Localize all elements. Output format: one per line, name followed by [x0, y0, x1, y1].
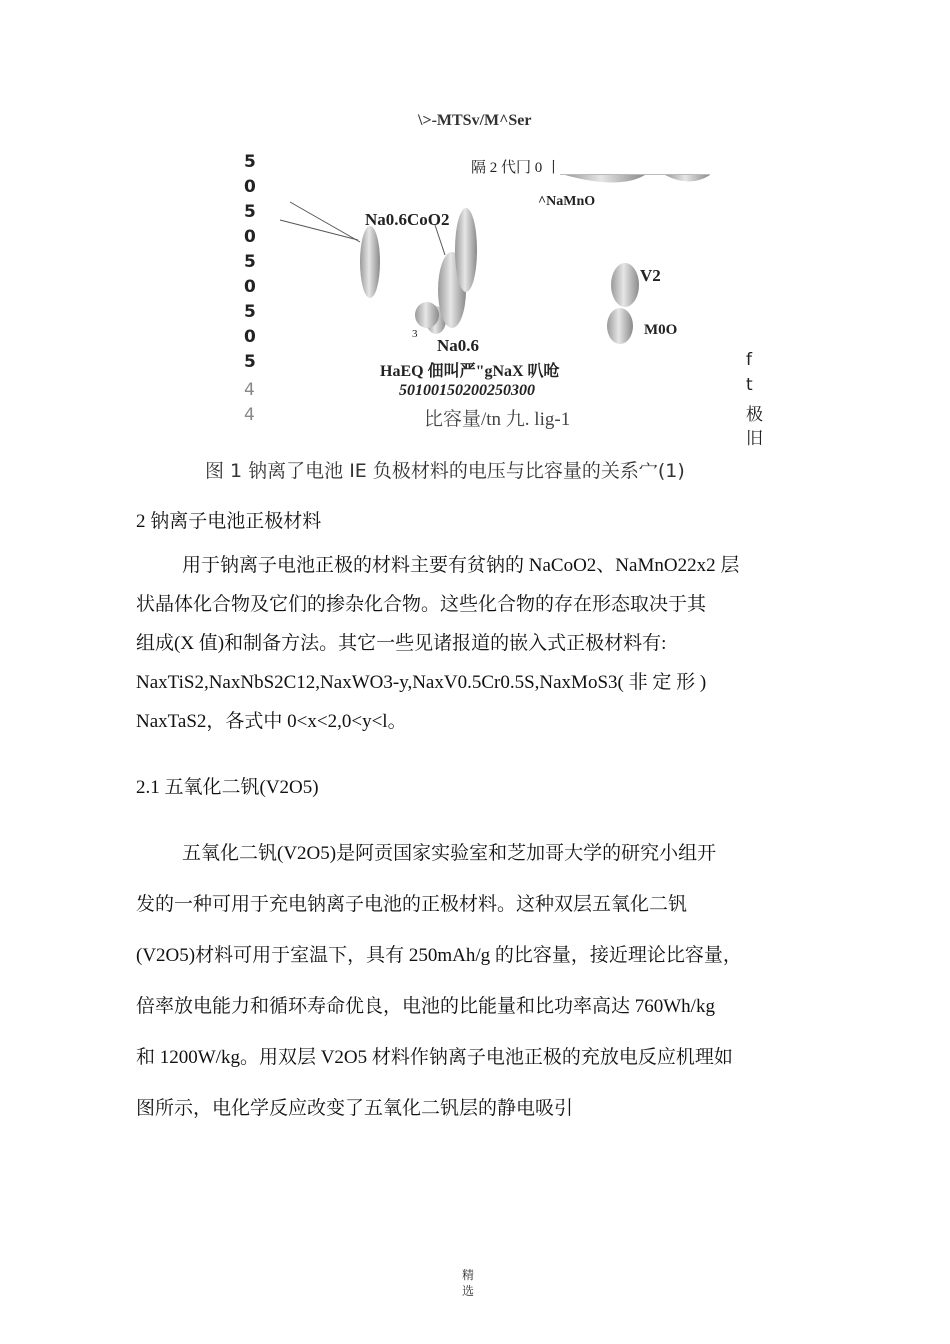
- label-top: 隔 2 代冂 0 丨: [471, 160, 562, 176]
- paragraph-line: 用于钠离子电池正极的材料主要有贫钠的 NaCoO2、NaMnO22x2 层: [182, 555, 740, 576]
- y-tick: 5: [244, 152, 256, 172]
- figure-caption: 图 1 钠离了电池 IE 负极材料的电压与比容量的关系宀(1): [205, 460, 685, 482]
- footer-char: 选: [462, 1284, 475, 1298]
- y-tick: 0: [244, 277, 256, 297]
- paragraph-line: NaxTaS2，各式中 0<x<2,0<y<l。: [136, 711, 407, 732]
- side-char: 旧: [746, 429, 763, 449]
- footer-char: 精: [462, 1268, 475, 1282]
- y-tick: 4: [244, 380, 255, 400]
- section-2-paragraph: [136, 546, 820, 741]
- y-tick: 5: [244, 302, 256, 322]
- x-tick-labels: 50100150200250300: [399, 382, 535, 399]
- paragraph-line: 倍率放电能力和循环寿命优良，电池的比能量和比功率高达 760Wh/kg: [136, 996, 715, 1017]
- paragraph-line: 状晶体化合物及它们的掺杂化合物。这些化合物的存在形态取决于其: [136, 594, 707, 615]
- section-heading: 2 钠离子电池正极材料: [136, 511, 322, 532]
- x-axis-label: 比容量/tn 九. lig-1: [424, 409, 571, 430]
- paragraph-line: 组成(X 值)和制备方法。其它一些见诸报道的嵌入式正极材料有:: [136, 633, 667, 654]
- paragraph-line: 五氧化二钒(V2O5)是阿贡国家实验室和芝加哥大学的研究小组开: [182, 843, 717, 864]
- figure-plot-graphic: [270, 150, 730, 350]
- label-namno: ^NaMnO: [538, 194, 596, 209]
- y-tick: 5: [244, 202, 256, 222]
- y-tick: 0: [244, 177, 256, 197]
- y-tick: 5: [244, 352, 256, 372]
- paragraph-line: 发的一种可用于充电钠离子电池的正极材料。这种双层五氧化二钒: [136, 894, 688, 915]
- paragraph-line: 和 1200W/kg。用双层 V2O5 材料作钠离子电池正极的充放电反应机理如: [136, 1047, 733, 1068]
- section-2-1-paragraph: [136, 828, 820, 1134]
- side-char: t: [746, 375, 753, 395]
- paragraph-line: (V2O5)材料可用于室温下，具有 250mAh/g 的比容量，接近理论比容量，: [136, 945, 742, 966]
- paragraph-line: 图所示，电化学反应改变了五氧化二钒层的静电吸引: [136, 1098, 574, 1119]
- side-char: 极: [746, 405, 763, 425]
- side-char: f: [746, 350, 752, 370]
- label-na06: Na0.6: [437, 336, 480, 355]
- y-tick: 4: [244, 405, 255, 425]
- paragraph-line: NaxTiS2,NaxNbS2C12,NaxWO3-y,NaxV0.5Cr0.5S,NaxMoS3( 非 定 形 ): [136, 672, 707, 693]
- label-small-3: 3: [412, 328, 418, 340]
- figure-header: \>-MTSv/M^Ser: [418, 112, 532, 129]
- y-tick: 0: [244, 327, 256, 347]
- y-tick: 0: [244, 227, 256, 247]
- label-nacoo: Na0.6CoO2: [365, 210, 450, 229]
- label-v2: V2: [640, 266, 661, 285]
- legend-row: HaEQ 佃叫严"gNaX 叭呛: [380, 363, 560, 380]
- label-moo: M0O: [644, 322, 678, 338]
- y-tick: 5: [244, 252, 256, 272]
- subsection-heading: 2.1 五氧化二钒(V2O5): [136, 777, 319, 798]
